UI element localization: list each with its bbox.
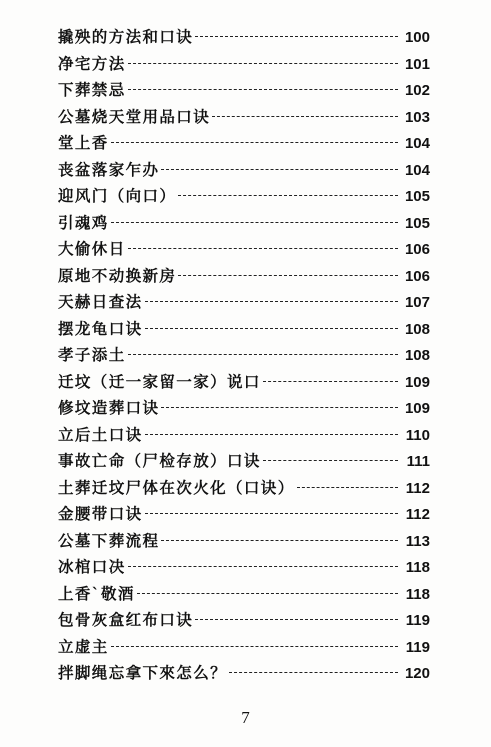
table-of-contents xyxy=(58,24,430,687)
toc-leader-dashes xyxy=(145,328,398,329)
toc-entry-title: 包骨灰盒红布口诀 xyxy=(58,611,194,629)
toc-entry xyxy=(58,157,430,184)
toc-entry xyxy=(58,236,430,263)
toc-entry-title: 公墓烧天堂用品口诀 xyxy=(58,107,211,126)
toc-leader-dashes xyxy=(212,116,398,117)
toc-entry-title: 金腰带口诀 xyxy=(58,505,143,523)
toc-entry-title: 下葬禁忌 xyxy=(58,81,126,99)
toc-leader-dashes xyxy=(178,275,398,276)
toc-entry xyxy=(58,316,430,343)
toc-entry xyxy=(58,342,430,369)
toc-entry-page: 119 xyxy=(405,612,430,629)
toc-entry-page: 104 xyxy=(404,135,430,152)
toc-entry-title: 摆龙龟口诀 xyxy=(58,319,143,338)
toc-entry-page: 106 xyxy=(404,241,430,258)
toc-leader-dashes xyxy=(111,646,398,647)
toc-leader-dashes xyxy=(128,89,398,90)
toc-entry xyxy=(58,634,430,661)
toc-leader-dashes xyxy=(128,63,398,64)
toc-entry-page: 118 xyxy=(405,585,430,603)
toc-leader-dashes xyxy=(111,222,398,223)
toc-entry-page: 108 xyxy=(404,320,430,338)
toc-entry xyxy=(58,183,430,210)
toc-entry xyxy=(58,475,430,502)
toc-entry-title: 土葬迁坟尸体在次火化（口诀） xyxy=(58,478,295,497)
toc-entry-page: 120 xyxy=(404,665,430,682)
toc-entry-title: 迎风门（向口） xyxy=(58,187,177,205)
toc-entry xyxy=(58,581,430,608)
toc-entry xyxy=(58,422,430,449)
toc-leader-dashes xyxy=(137,593,398,594)
toc-entry-page: 107 xyxy=(404,294,430,311)
page-number: 7 xyxy=(241,708,250,727)
toc-entry-title: 上香`敬酒 xyxy=(58,584,135,603)
toc-entry-page: 108 xyxy=(404,347,430,364)
toc-entry-page: 119 xyxy=(405,638,430,656)
toc-entry-page: 111 xyxy=(406,453,430,470)
toc-entry xyxy=(58,77,430,104)
toc-entry xyxy=(58,660,430,687)
toc-leader-dashes xyxy=(145,301,398,302)
toc-entry-page: 105 xyxy=(404,188,430,205)
toc-entry-page: 100 xyxy=(404,29,430,46)
toc-entry-page: 110 xyxy=(405,426,430,444)
toc-entry-title: 天赫日查法 xyxy=(58,293,143,311)
toc-entry-page: 104 xyxy=(404,161,430,179)
toc-entry-title: 冰棺口决 xyxy=(58,558,126,576)
toc-entry xyxy=(58,24,430,51)
toc-entry-title: 事故亡命（尸检存放）口诀 xyxy=(58,452,261,470)
toc-entry-title: 撬殃的方法和口诀 xyxy=(58,28,194,46)
toc-entry-title: 立虚主 xyxy=(58,637,109,656)
toc-leader-dashes xyxy=(178,195,398,196)
toc-entry xyxy=(58,554,430,581)
toc-entry xyxy=(58,448,430,475)
toc-entry xyxy=(58,395,430,422)
toc-entry-title: 迁坟（迁一家留一家）说口 xyxy=(58,372,261,391)
toc-entry xyxy=(58,369,430,396)
toc-entry xyxy=(58,607,430,634)
toc-entry xyxy=(58,501,430,528)
toc-leader-dashes xyxy=(263,381,398,382)
toc-entry-page: 106 xyxy=(404,267,430,285)
toc-entry-title: 孝子添土 xyxy=(58,346,126,364)
toc-entry-page: 109 xyxy=(404,400,430,417)
toc-entry xyxy=(58,289,430,316)
toc-leader-dashes xyxy=(297,487,398,488)
toc-leader-dashes xyxy=(145,434,398,435)
toc-entry-page: 109 xyxy=(404,373,430,391)
toc-entry-title: 引魂鸡 xyxy=(58,213,109,232)
toc-leader-dashes xyxy=(195,619,398,620)
toc-entry-title: 原地不动换新房 xyxy=(58,266,177,285)
toc-entry xyxy=(58,263,430,290)
toc-entry-title: 公墓下葬流程 xyxy=(58,531,160,550)
toc-entry xyxy=(58,528,430,555)
toc-entry xyxy=(58,51,430,78)
toc-entry xyxy=(58,210,430,237)
toc-leader-dashes xyxy=(161,540,398,541)
toc-entry xyxy=(58,104,430,131)
toc-entry-title: 拌脚绳忘拿下來怎么？ xyxy=(58,664,228,682)
toc-leader-dashes xyxy=(229,672,398,673)
toc-leader-dashes xyxy=(161,407,398,408)
toc-entry-page: 112 xyxy=(405,479,430,497)
toc-leader-dashes xyxy=(145,513,398,514)
toc-entry-page: 102 xyxy=(404,82,430,99)
toc-leader-dashes xyxy=(161,169,398,170)
toc-leader-dashes xyxy=(263,460,398,461)
toc-entry-title: 丧盆落家乍办 xyxy=(58,160,160,179)
toc-leader-dashes xyxy=(128,248,398,249)
toc-entry-title: 净宅方法 xyxy=(58,54,126,73)
toc-leader-dashes xyxy=(195,36,398,37)
toc-entry-title: 堂上香 xyxy=(58,134,109,152)
toc-entry xyxy=(58,130,430,157)
toc-entry-page: 113 xyxy=(405,532,430,550)
toc-entry-page: 118 xyxy=(405,559,430,576)
toc-leader-dashes xyxy=(111,142,398,143)
toc-entry-title: 立后土口诀 xyxy=(58,425,143,444)
toc-entry-title: 大偷休日 xyxy=(58,240,126,258)
toc-entry-page: 105 xyxy=(404,214,430,232)
toc-entry-page: 112 xyxy=(405,506,430,523)
toc-entry-page: 103 xyxy=(404,108,430,126)
toc-leader-dashes xyxy=(128,354,398,355)
toc-entry-title: 修坟造葬口诀 xyxy=(58,399,160,417)
toc-entry-page: 101 xyxy=(404,55,430,73)
toc-leader-dashes xyxy=(128,566,398,567)
